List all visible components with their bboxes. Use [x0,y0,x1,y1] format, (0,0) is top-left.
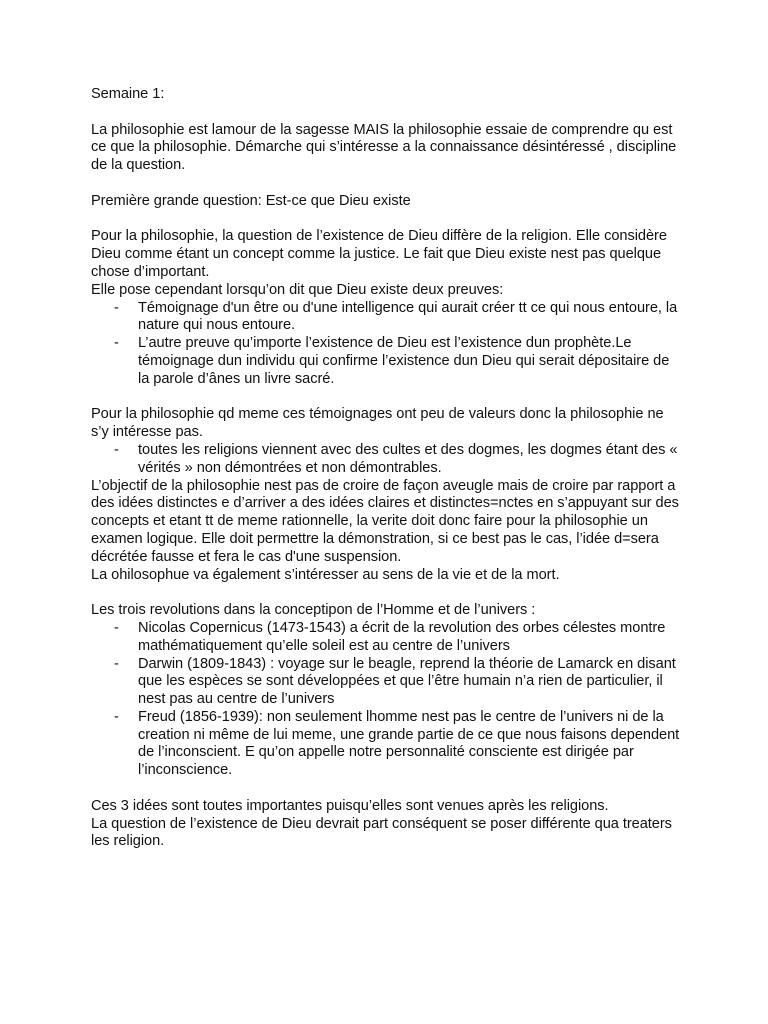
vie-paragraph: La ohilosophue va également s’intéresser au sens de la vie et de la mort. [91,566,560,583]
preuves-list [91,300,683,389]
list-item [91,709,683,780]
intro-paragraph: La philosophie est lamour de la sagesse MAIS la philosophie essaie de comprendre qu est ce que la philosophie. Démarche qui s’intéresse a la connaissance désintéressé , discipline de la question. [91,121,677,174]
bullet-dash: - [114,441,119,458]
list-item-text: Témoignage d'un être ou d'une intelligence qui aurait créer tt ce qui nous entoure, la nature qui nous entoure. [138,299,678,334]
list-item-text: L’autre preuve qu’importe l’existence de Dieu est l’existence dun prophète.Le témoignage dun individu qui confirme l’existence dun Dieu qui serait dépositaire de la parole d’ânes un livre sacré. [138,335,670,387]
list-item [91,656,683,709]
revolutions-list [91,620,683,780]
list-item-text: Darwin (1809-1843) : voyage sur le beagle, reprend la théorie de Lamarck en disant que les espèces se sont développées et que l’être humain n’a rien de particulier, il nest pas au centre de l’univers [138,655,676,708]
list-item-text: toutes les religions viennent avec des cultes et des dogmes, les dogmes étant des « vérités » non démontrées et non démontrables. [138,441,678,476]
list-item [91,620,683,656]
list-item-text: Nicolas Copernicus (1473-1543) a écrit de la revolution des orbes célestes montre mathématiquement qu’elle soleil est au centre de l’univers [138,619,666,654]
list-item-text: Freud (1856-1939): non seulement lhomme nest pas le centre de l’univers ni de la creation ni même de lui meme, une grande partie de ce que nous faisons dependent de l’inconscient. E qu’on appelle notre personnalité consciente est dirigée par l’inconscience. [138,708,680,779]
paragraph-gap [91,389,683,407]
objectif-paragraph: L’objectif de la philosophie nest pas de croire de façon aveugle mais de croire par rapport a des idées distinctes e d’arriver a des idées claires et distinctes=nctes en s’appuyant sur des concepts et etant tt de meme rationnelle, la verite doit donc faire pour la philosophie un examen logique. Elle doit permettre la démonstration, si ce best pas le cas, l’idée d=sera décrétée fausse et fera le cas d'une suspension. [91,477,679,565]
preuves-intro-paragraph: Elle pose cependant lorsqu’on dit que Dieu existe deux preuves: [91,281,504,298]
heading: Semaine 1: [91,86,165,102]
bullet-dash: - [114,335,119,352]
bullet-dash: - [114,299,119,316]
idees-paragraph: Ces 3 idées sont toutes importantes puisqu’elles sont venues après les religions. [91,797,609,814]
temoignages-paragraph: Pour la philosophie qd meme ces témoignages ont peu de valeurs donc la philosophie ne s’y intéresse pas. [91,406,664,441]
bullet-dash: - [114,655,119,672]
paragraph-gap [91,175,683,193]
list-item [91,300,683,336]
question-paragraph: Première grande question: Est-ce que Dieu existe [91,192,411,209]
conclusion-paragraph: La question de l’existence de Dieu devrait part conséquent se poser différente qua treaters les religion. [91,815,672,850]
paragraph-gap [91,584,683,602]
paragraph-gap [91,780,683,798]
list-item [91,335,683,388]
existence-paragraph: Pour la philosophie, la question de l’existence de Dieu diffère de la religion. Elle considère Dieu comme étant un concept comme la justice. Le fait que Dieu existe nest pas quelque chose d’important. [91,228,667,280]
bullet-dash: - [114,619,119,636]
paragraph-gap [91,211,683,229]
paragraph-gap [91,104,683,122]
religions-list [91,442,683,478]
bullet-dash: - [114,708,119,725]
document-body [91,86,683,851]
list-item [91,442,683,478]
revolutions-paragraph: Les trois revolutions dans la conceptipon de l’Homme et de l’univers : [91,602,536,619]
